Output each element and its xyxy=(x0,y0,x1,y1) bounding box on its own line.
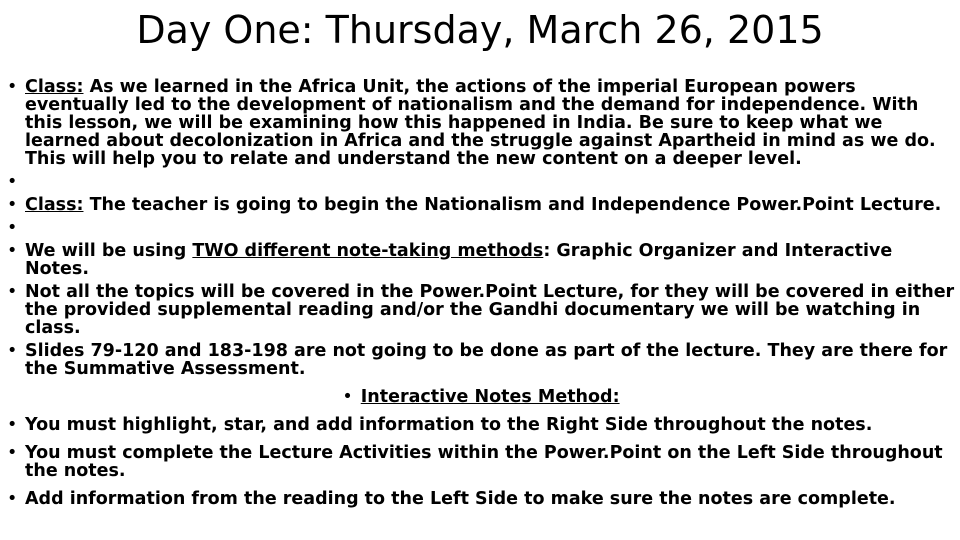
bullet-lead: TWO different note-taking methods xyxy=(192,241,544,261)
bullet-item-empty xyxy=(6,219,956,237)
bullet-text: The teacher is going to begin the Nationalism and Independence Power.Point Lecture. xyxy=(83,195,942,215)
bullet-pre: We will be using xyxy=(25,241,193,261)
bullet-text: You must highlight, star, and add information to the Right Side throughout the notes. xyxy=(25,415,873,435)
bullet-item-interactive-heading xyxy=(6,388,956,406)
bullet-item-topics xyxy=(6,283,956,337)
bullet-item-slides xyxy=(6,342,956,378)
bullet-text: You must complete the Lecture Activities within the Power.Point on the Left Side throughout the notes. xyxy=(25,443,943,481)
bullet-lead: Class: xyxy=(25,77,84,97)
slide-title: Day One: Thursday, March 26, 2015 xyxy=(136,8,824,52)
bullet-item-left-side-reading xyxy=(6,490,956,508)
bullet-list xyxy=(6,78,956,508)
bullet-item-right-side xyxy=(6,416,956,434)
bullet-item-class-lecture xyxy=(6,196,956,214)
bullet-item-class-intro xyxy=(6,78,956,168)
bullet-text: Slides 79-120 and 183-198 are not going to be done as part of the lecture. They are there for the Summative Assessment. xyxy=(25,341,948,379)
bullet-lead: Interactive Notes Method: xyxy=(360,387,620,407)
bullet-lead: Class: xyxy=(25,195,84,215)
bullet-text: : Graphic Organizer and Interactive Notes. xyxy=(25,241,893,279)
bullet-text: Add information from the reading to the Left Side to make sure the notes are complete. xyxy=(25,489,896,509)
bullet-text: As we learned in the Africa Unit, the actions of the imperial European powers eventually led to the development of nationalism and the demand for independence. With this lesson, we will be examining how this happened in India. Be sure to keep what we learned about decolonization in Africa and the struggle against Apartheid in mind as we do. This will help you to relate and understand the new content on a deeper level. xyxy=(25,77,936,169)
bullet-text: Not all the topics will be covered in the Power.Point Lecture, for they will be covered in either the provided supplemental reading and/or the Gandhi documentary we will be watching in class. xyxy=(25,282,955,338)
bullet-dot: • xyxy=(342,387,353,407)
bullet-item-left-side-activities xyxy=(6,444,956,480)
bullet-item-empty xyxy=(6,173,956,191)
bullet-item-note-methods xyxy=(6,242,956,278)
